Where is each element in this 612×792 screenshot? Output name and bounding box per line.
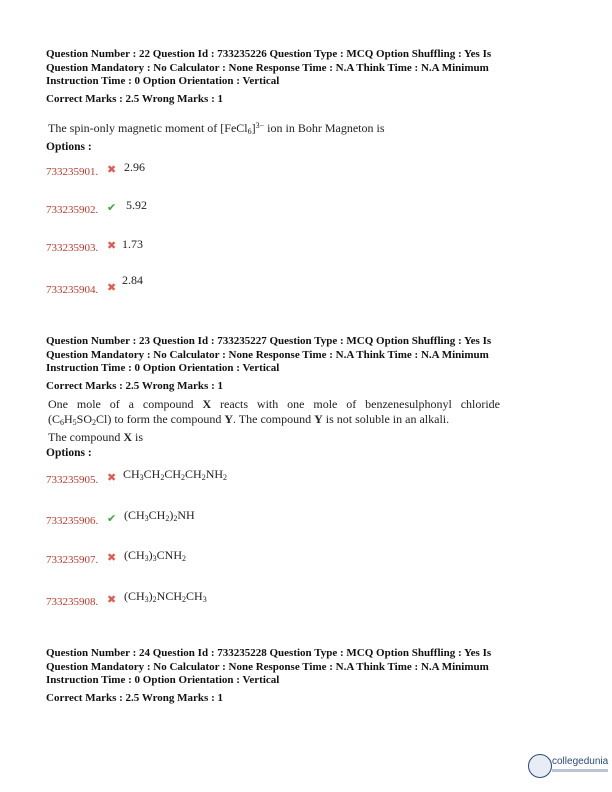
- q22-option-id: 733235904.: [46, 284, 99, 296]
- correct-icon: ✔: [107, 201, 117, 214]
- q22-header: [46, 48, 546, 106]
- q23-line: $(C_6H_5SO_2Cl)$ to form the compound Y. The compound Y is not soluble in an alkali.: [48, 412, 450, 427]
- correct-icon: ✔: [107, 512, 117, 525]
- q23-line: One mole of a compound X reacts with one mole of benzenesulphonyl chloride: [48, 397, 501, 411]
- q22-header-line: Instruction Time : 0 Option Orientation : Vertical: [46, 75, 280, 87]
- q23-option-text: $(CH_3)_2NCH_2CH_3$: [124, 589, 207, 604]
- collegedunia-logo: [528, 752, 608, 782]
- q23-header-line: Question Mandatory : No Calculator : None Response Time : N.A Think Time : N.A Minimum: [46, 348, 489, 361]
- q22-option-text: 5.92: [126, 198, 147, 212]
- wrong-icon: ✖: [107, 471, 117, 484]
- logo-mascot-icon: [528, 754, 552, 778]
- q23-option-id: 733235907.: [46, 554, 99, 566]
- q22-option-id: 733235903.: [46, 242, 99, 254]
- q23-option-id: 733235908.: [46, 596, 99, 608]
- logo-text: collegedunia: [552, 756, 609, 767]
- q24-header-line: Question Number : 24 Question Id : 733235228 Question Type : MCQ Option Shuffling : Yes Is: [46, 647, 492, 659]
- q24-header-line: Correct Marks : 2.5 Wrong Marks : 1: [46, 691, 223, 704]
- q22-option-id: 733235902.: [46, 204, 99, 216]
- q22-option-text: 2.96: [124, 160, 145, 174]
- q22-option-id: 733235901.: [46, 166, 99, 178]
- q23-option-id: 733235905.: [46, 474, 99, 486]
- wrong-icon: ✖: [107, 239, 117, 252]
- q23-header-line: Correct Marks : 2.5 Wrong Marks : 1: [46, 379, 223, 392]
- wrong-icon: ✖: [107, 163, 117, 176]
- q22-question-text: The spin-only magnetic moment of [FeCl$_6$]$^{3-}$ ion in Bohr Magneton is: [48, 121, 385, 136]
- q22-option-text: 2.84: [122, 273, 143, 287]
- wrong-icon: ✖: [107, 593, 117, 606]
- q23-option-id: 733235906.: [46, 515, 99, 527]
- q23-header-line: Question Number : 23 Question Id : 733235227 Question Type : MCQ Option Shuffling : Yes Is: [46, 335, 492, 347]
- q23-option-text: $(CH_3CH_2)_2NH$: [124, 508, 195, 523]
- q23-question-text: [48, 397, 500, 445]
- q24-header-line: Question Mandatory : No Calculator : None Response Time : N.A Think Time : N.A Minimum: [46, 660, 489, 673]
- q22-header-line: Correct Marks : 2.5 Wrong Marks : 1: [46, 92, 223, 105]
- q23-header-line: Instruction Time : 0 Option Orientation : Vertical: [46, 362, 280, 374]
- wrong-icon: ✖: [107, 551, 117, 564]
- q23-option-text: $(CH_3)_3CNH_2$: [124, 548, 187, 563]
- q24-header-line: Instruction Time : 0 Option Orientation : Vertical: [46, 674, 280, 686]
- q22-option-text: 1.73: [122, 237, 143, 251]
- q23-line: The compound X is: [48, 430, 144, 444]
- q23-header: [46, 335, 546, 393]
- wrong-icon: ✖: [107, 281, 117, 294]
- q23-option-text: $CH_3CH_2CH_2CH_2NH_2$: [123, 467, 228, 482]
- q22-header-line: Question Number : 22 Question Id : 733235226 Question Type : MCQ Option Shuffling : Yes Is: [46, 48, 492, 60]
- q22-options-label: Options :: [46, 141, 92, 153]
- logo-tagline: [552, 769, 608, 772]
- q22-header-line: Question Mandatory : No Calculator : None Response Time : N.A Think Time : N.A Minimum: [46, 61, 489, 74]
- q24-header: [46, 647, 546, 705]
- q23-options-label: Options :: [46, 447, 92, 459]
